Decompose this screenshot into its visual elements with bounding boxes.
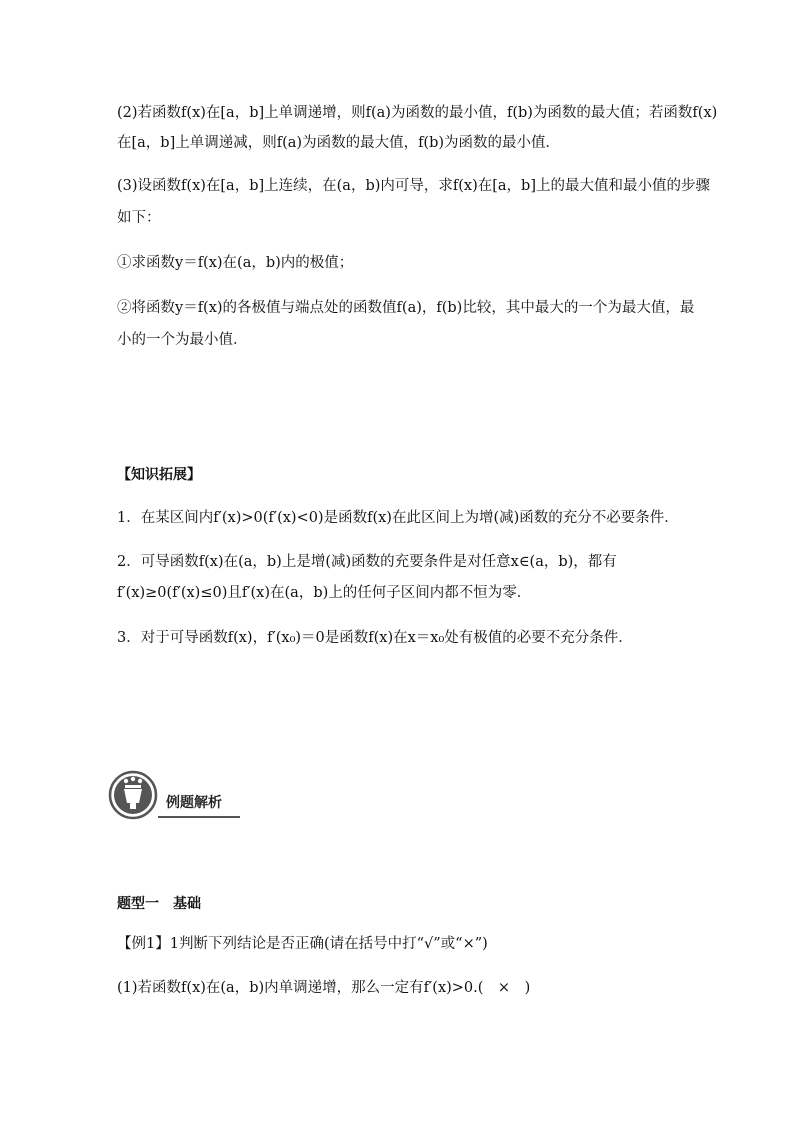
list-item: f′(x)≥0(f′(x)≤0)且f′(x)在(a，b)上的任何子区间内都不恒为零． — [117, 585, 532, 601]
banner-title: 例题解析 — [166, 795, 222, 811]
step-item: ②将函数y＝f(x)的各极值与端点处的函数值f(a)，f(b)比较，其中最大的一个为最大值，最 — [117, 300, 695, 316]
list-item: 1．在某区间内f′(x)>0(f′(x)<0)是函数f(x)在此区间上为增(减)函数的充分不必要条件． — [117, 510, 679, 526]
banner-underline — [158, 816, 240, 818]
question-item: (1)若函数f(x)在(a，b)内单调递增，那么一定有f′(x)>0.( × ) — [117, 980, 531, 996]
text-line: (2)若函数f(x)在[a，b]上单调递增，则f(a)为函数的最小值，f(b)为函数的最大值；若函数f(x) — [117, 105, 718, 121]
lantern-emblem-icon — [108, 770, 158, 820]
section-banner — [108, 770, 240, 820]
example-title: 【例1】1判断下列结论是否正确(请在括号中打“√”或“×”) — [117, 936, 488, 952]
list-item: 2．可导函数f(x)在(a，b)上是增(减)函数的充要条件是对任意x∈(a，b)，都有 — [117, 554, 617, 570]
list-item: 3．对于可导函数f(x)，f′(x₀)＝0是函数f(x)在x＝x₀处有极值的必要不充分条件． — [117, 630, 633, 646]
text-line: (3)设函数f(x)在[a，b]上连续，在(a，b)内可导，求f(x)在[a，b]上的最大值和最小值的步骤 — [117, 178, 710, 194]
question-type-heading: 题型一 基础 — [117, 896, 201, 912]
step-item: 小的一个为最小值． — [117, 332, 248, 348]
text-line: 如下： — [117, 210, 161, 226]
text-line: 在[a，b]上单调递减，则f(a)为函数的最大值，f(b)为函数的最小值． — [117, 135, 561, 151]
step-item: ①求函数y＝f(x)在(a，b)内的极值； — [117, 255, 354, 271]
section-heading: 【知识拓展】 — [117, 467, 201, 483]
